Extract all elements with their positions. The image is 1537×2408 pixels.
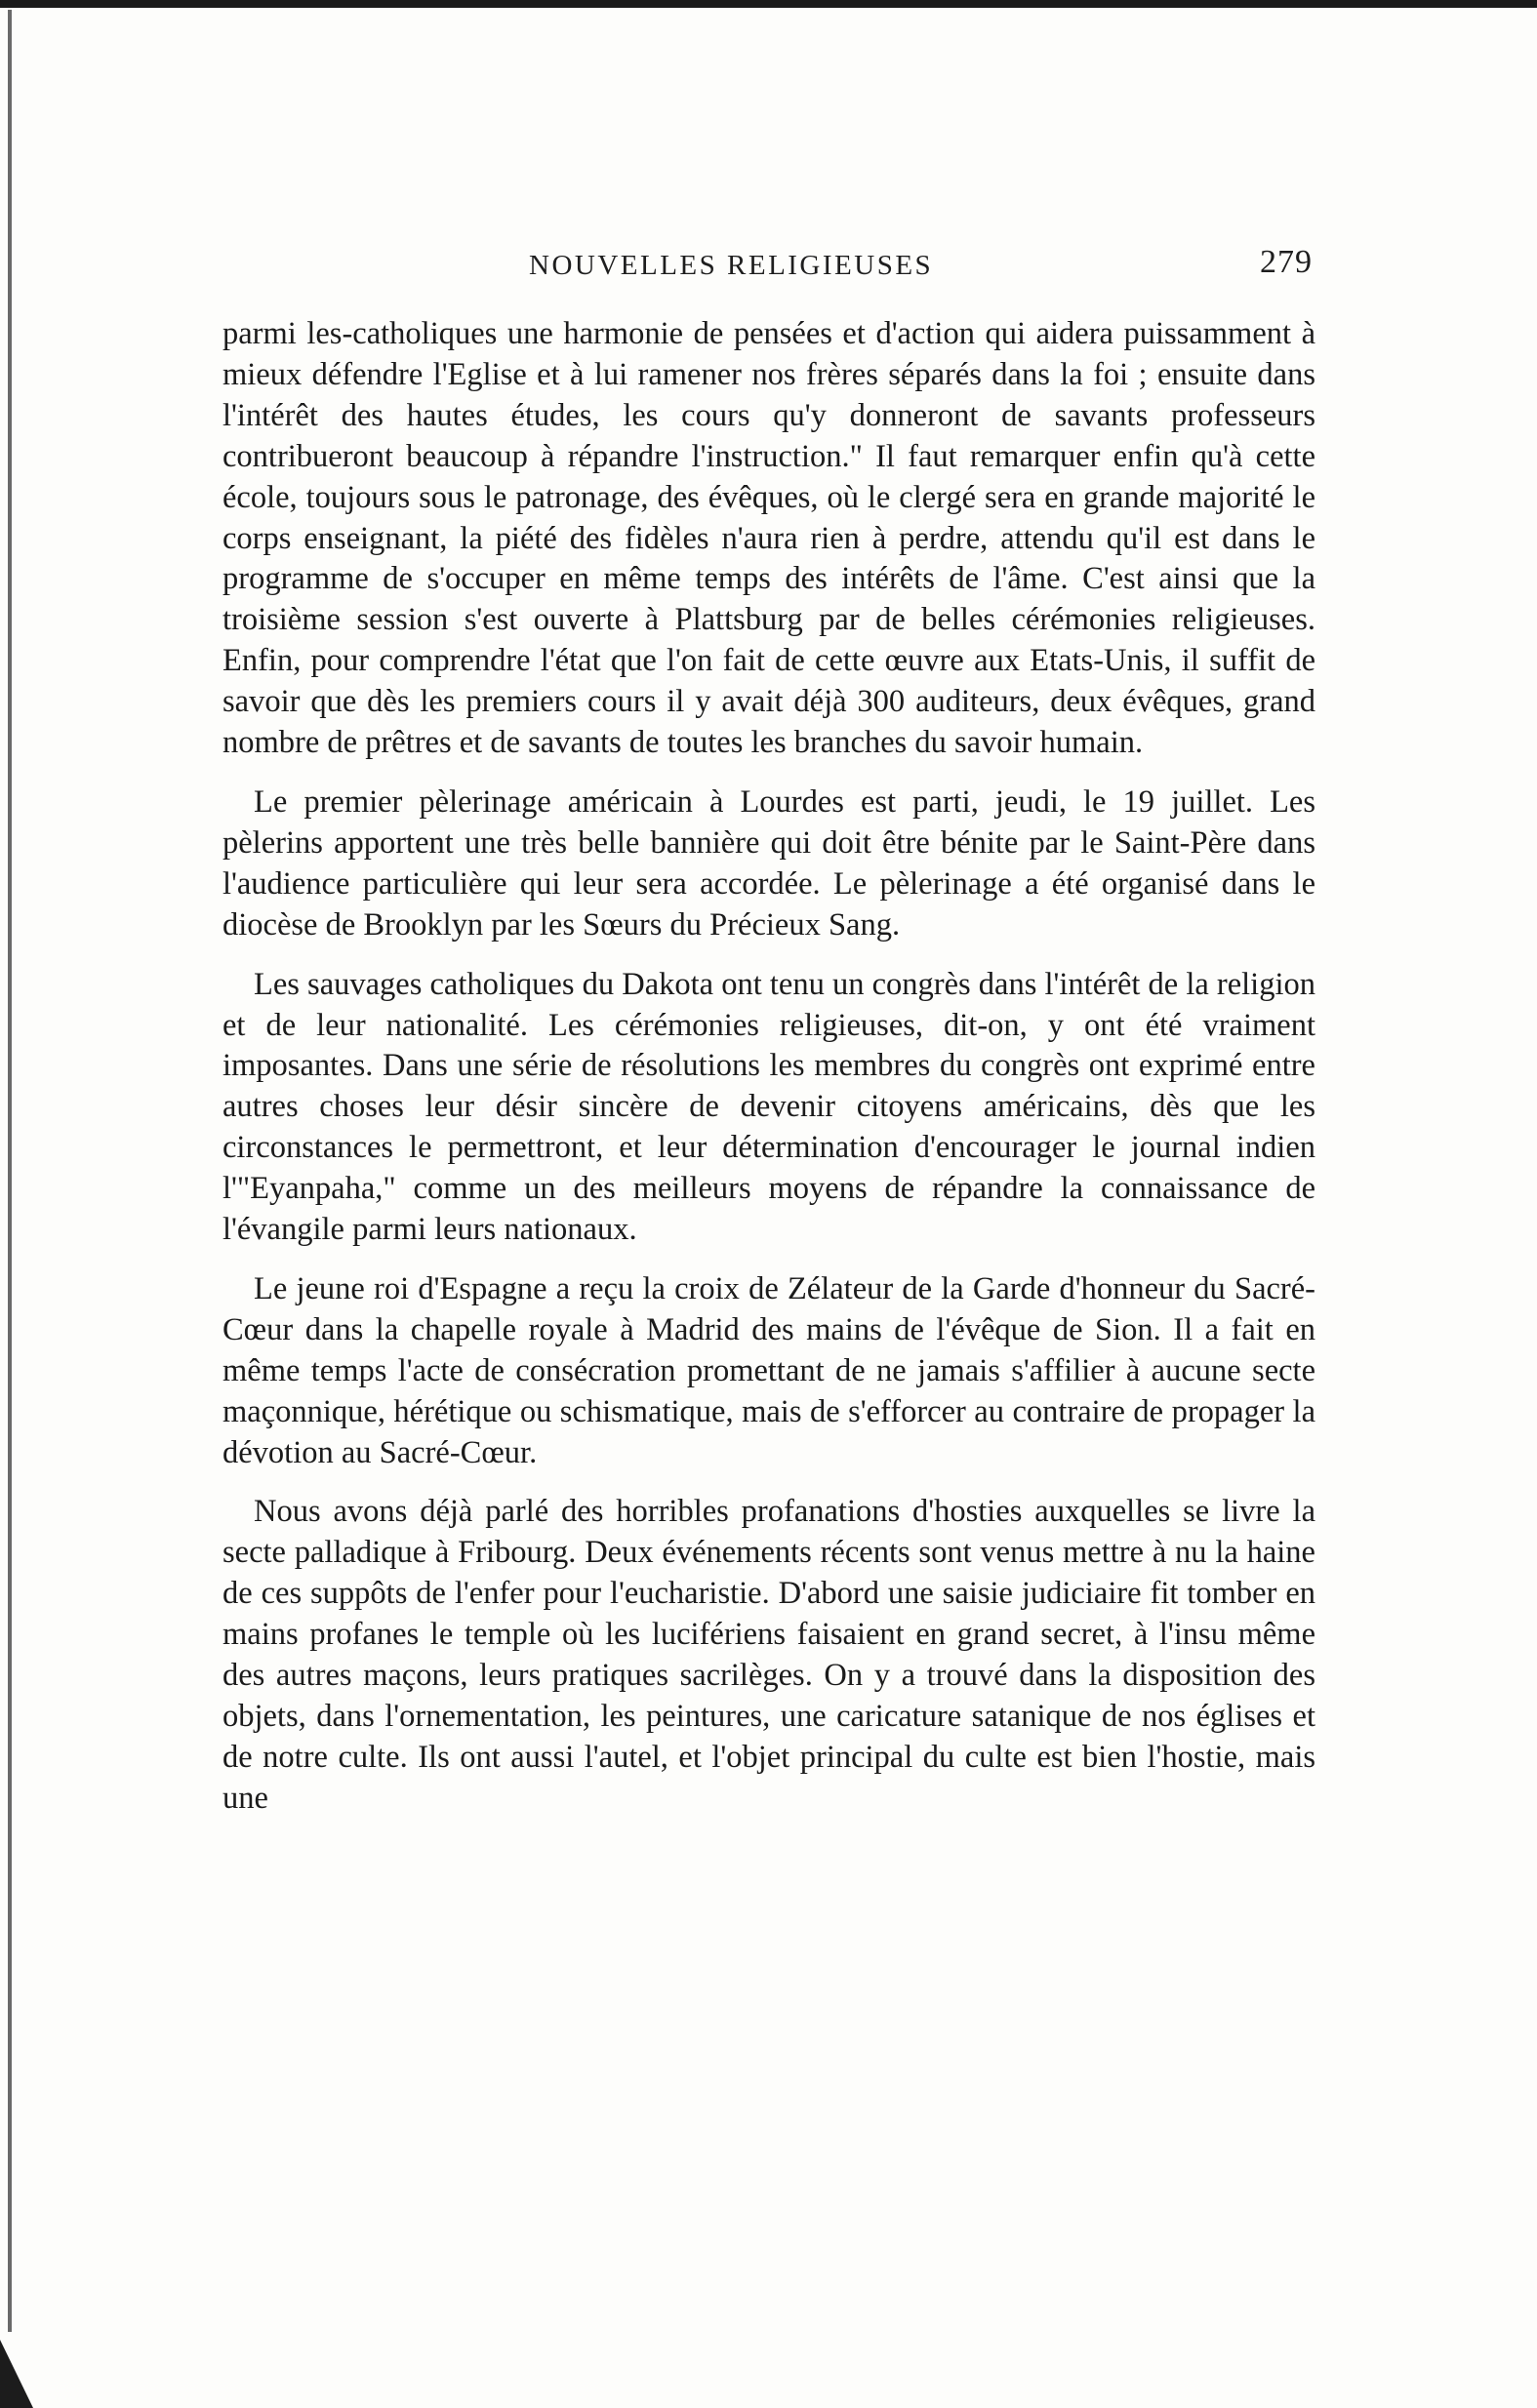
page-binding-edge <box>8 10 12 2332</box>
page-header <box>224 244 1313 293</box>
page-number: 279 <box>1260 244 1313 280</box>
page-corner-shadow <box>0 2340 33 2408</box>
body-text <box>222 314 1315 1838</box>
paragraph-fribourg-profanations: Nous avons déjà parlé des horribles profanations d'hosties auxquelles se livre la secte palladique à Fribourg. Deux événements récents sont venus mettre à nu la haine de ces suppôts de l'enfer pour l'eucharistie. D'abord une saisie judiciaire fit tomber en mains profanes le temple où les lucifériens faisaient en grand secret, à l'insu même des autres maçons, leurs pratiques sacrilèges. On y a trouvé dans la disposition des objets, dans l'ornementation, les peintures, une caricature satanique de nos églises et de notre culte. Ils ont aussi l'autel, et l'objet principal du culte est bien l'hostie, mais une <box>222 1494 1315 1816</box>
paragraph-dakota-congress: Les sauvages catholiques du Dakota ont tenu un congrès dans l'intérêt de la religion et de leur nationalité. Les cérémonies religieuses, dit-on, y ont été vraiment imposantes. Dans une série de résolutions les membres du congrès ont exprimé entre autres choses leur désir sincère de devenir citoyens américains, dès que les circonstances le permettront, et leur détermination d'encourager le journal indien l'"Eyanpaha," comme un des meilleurs moyens de répandre la connaissance de l'évangile parmi leurs nationaux. <box>222 966 1315 1248</box>
page-top-edge <box>0 0 1537 8</box>
paragraph-king-of-spain: Le jeune roi d'Espagne a reçu la croix de Zélateur de la Garde d'honneur du Sacré-Cœur dans la chapelle royale à Madrid des mains de l'évêque de Sion. Il a fait en même temps l'acte de consécration promettant de ne jamais s'affilier à aucune secte maçonnique, hérétique ou schismatique, mais de s'efforcer au contraire de propager la dévotion au Sacré-Cœur. <box>222 1270 1315 1470</box>
paragraph-lourdes-pilgrimage: Le premier pèlerinage américain à Lourdes est parti, jeudi, le 19 juillet. Les pèlerins apportent une très belle bannière qui doit être bénite par le Saint-Père dans l'audience particulière qui leur sera accordée. Le pèlerinage a été organisé dans le diocèse de Brooklyn par les Sœurs du Précieux Sang. <box>222 783 1315 943</box>
running-title: NOUVELLES RELIGIEUSES <box>529 250 934 281</box>
paragraph-continuation: parmi les-catholiques une harmonie de pensées et d'action qui aidera puissamment à mieux défendre l'Eglise et à lui ramener nos frères séparés dans la foi ; ensuite dans l'intérêt des hautes études, les cours qu'y donneront de savants professeurs contribueront beaucoup à répandre l'instruction." Il faut remarquer enfin qu'à cette école, toujours sous le patronage, des évêques, où le clergé sera en grande majorité le corps enseignant, la piété des fidèles n'aura rien à perdre, attendu qu'il est dans le programme de s'occuper en même temps des intérêts de l'âme. C'est ainsi que la troisième session s'est ouverte à Plattsburg par de belles cérémonies religieuses. Enfin, pour comprendre l'état que l'on fait de cette œuvre aux Etats-Unis, il suffit de savoir que dès les premiers cours il y avait déjà 300 auditeurs, deux évêques, grand nombre de prêtres et de savants de toutes les branches du savoir humain. <box>222 316 1315 761</box>
